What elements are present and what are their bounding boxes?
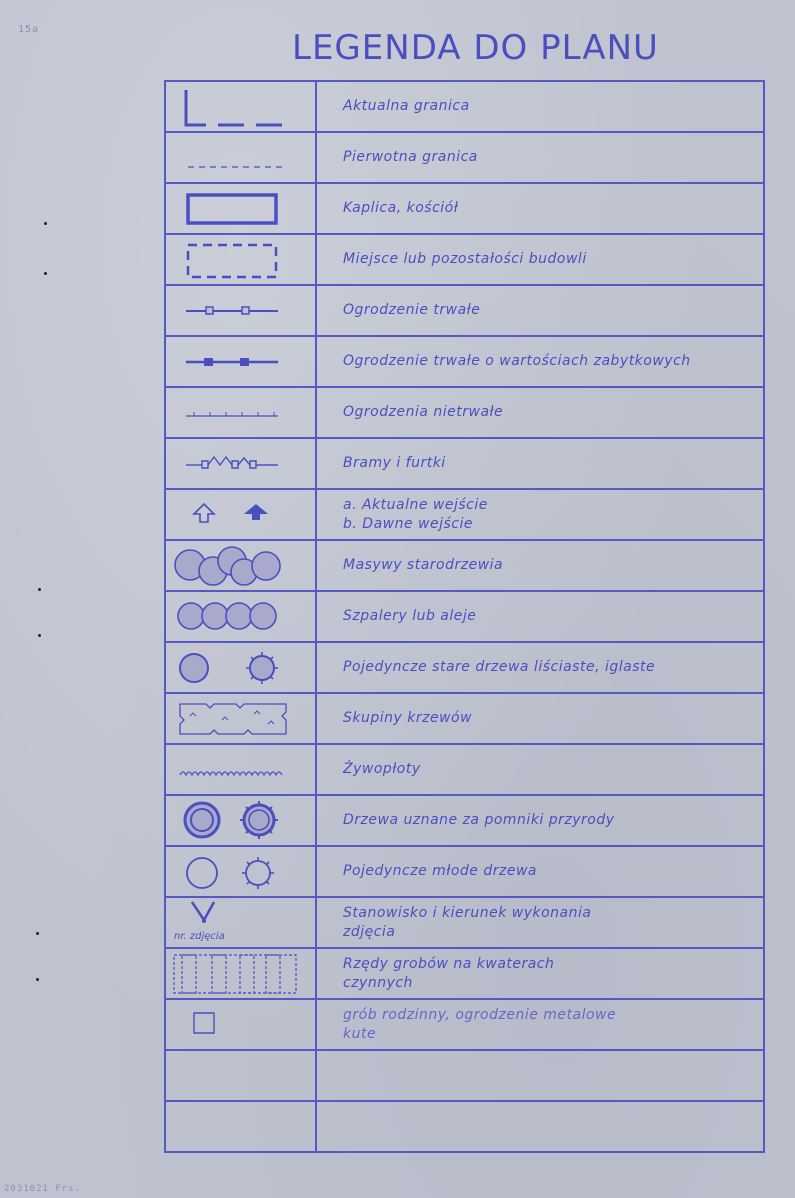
label-cell: [316, 897, 764, 948]
label-cell: [316, 285, 764, 336]
legend-row: [165, 489, 764, 540]
family-grave-icon: [166, 1000, 315, 1049]
legend-row: [165, 1101, 764, 1152]
shrub-groups-icon: [166, 694, 315, 743]
symbol-cell: [165, 387, 316, 438]
label-cell: [316, 642, 764, 693]
legend-label: Bramy i furtki: [343, 455, 446, 471]
label-cell: [316, 540, 764, 591]
label-cell: [316, 744, 764, 795]
legend-row: [165, 948, 764, 999]
legend-label: Ogrodzenia nietrwałe: [343, 404, 504, 420]
label-cell: [316, 693, 764, 744]
symbol-cell: [165, 948, 316, 999]
margin-dot: [38, 588, 41, 591]
symbol-cell: [165, 336, 316, 387]
legend-label: Rzędy grobów na kwaterach czynnych: [343, 955, 555, 991]
legend-label: Miejsce lub pozostałości budowli: [343, 251, 587, 267]
legend-row: [165, 744, 764, 795]
margin-dot: [36, 932, 39, 935]
building-remains-icon: [166, 235, 315, 284]
legend-row: [165, 285, 764, 336]
symbol-cell: [165, 285, 316, 336]
legend-label: Ogrodzenie trwałe: [343, 302, 481, 318]
tree-rows-icon: [166, 592, 315, 641]
label-cell: [316, 1101, 764, 1152]
legend-label: a. Aktualne wejście b. Dawne wejście: [343, 496, 488, 532]
legend-row: [165, 540, 764, 591]
label-cell: [316, 183, 764, 234]
label-cell: [316, 948, 764, 999]
legend-table: [164, 80, 765, 1153]
label-cell: [316, 81, 764, 132]
entrance-arrows-icon: [166, 490, 315, 539]
historic-fence-icon: [166, 337, 315, 386]
young-trees-icon: [166, 847, 315, 896]
permanent-fence-icon: [166, 286, 315, 335]
legend-label: Pojedyncze młode drzewa: [343, 863, 537, 879]
old-tree-mass-icon: [166, 541, 315, 590]
symbol-cell: [165, 744, 316, 795]
margin-dot: [44, 272, 47, 275]
label-cell: [316, 846, 764, 897]
margin-dot: [36, 978, 39, 981]
grave-rows-icon: [166, 949, 315, 998]
label-cell: [316, 1050, 764, 1101]
symbol-cell: [165, 795, 316, 846]
legend-label: Kaplica, kościół: [343, 200, 459, 216]
label-cell: [316, 591, 764, 642]
symbol-cell: [165, 1050, 316, 1101]
legend-row: [165, 387, 764, 438]
legend-label: Masywy starodrzewia: [343, 557, 504, 573]
legend-label: Pojedyncze stare drzewa liściaste, iglaste: [343, 659, 656, 675]
bottom-mark: 2031021 Frs.: [4, 1184, 82, 1194]
legend-row: [165, 846, 764, 897]
legend-label: Stanowisko i kierunek wykonania zdjęcia: [343, 904, 592, 940]
legend-label: Drzewa uznane za pomniki przyrody: [343, 812, 615, 828]
symbol-cell: [165, 540, 316, 591]
symbol-cell: [165, 132, 316, 183]
symbol-cell: [165, 81, 316, 132]
legend-row: [165, 336, 764, 387]
legend-label: Aktualna granica: [343, 98, 470, 114]
label-cell: [316, 387, 764, 438]
symbol-cell: [165, 438, 316, 489]
symbol-cell: [165, 846, 316, 897]
label-cell: [316, 795, 764, 846]
symbol-cell: [165, 234, 316, 285]
legend-row: [165, 795, 764, 846]
gates-icon: [166, 439, 315, 488]
hedge-icon: [166, 745, 315, 794]
label-cell: [316, 489, 764, 540]
margin-dot: [38, 634, 41, 637]
margin-dot: [44, 222, 47, 225]
legend-row: [165, 81, 764, 132]
legend-label: Żywopłoty: [343, 761, 421, 777]
symbol-cell: [165, 1101, 316, 1152]
current-boundary-icon: [166, 82, 315, 131]
legend-row: [165, 1050, 764, 1101]
symbol-cell: [165, 642, 316, 693]
legend-row: [165, 234, 764, 285]
legend-row: [165, 642, 764, 693]
legend-label: grób rodzinny, ogrodzenie metalowe kute: [343, 1006, 617, 1042]
legend-row: [165, 999, 764, 1050]
label-cell: [316, 132, 764, 183]
legend-label: Pierwotna granica: [343, 149, 478, 165]
symbol-cell: [165, 693, 316, 744]
legend-row: [165, 183, 764, 234]
legend-label: Szpalery lub aleje: [343, 608, 477, 624]
legend-label: Skupiny krzewów: [343, 710, 473, 726]
symbol-cell: [165, 489, 316, 540]
symbol-cell: [165, 183, 316, 234]
legend-row: [165, 897, 764, 948]
label-cell: [316, 336, 764, 387]
legend-row: [165, 438, 764, 489]
page-title: LEGENDA DO PLANU: [292, 28, 659, 68]
label-cell: [316, 999, 764, 1050]
symbol-cell: [165, 897, 316, 948]
chapel-church-icon: [166, 184, 315, 233]
legend-row: [165, 132, 764, 183]
label-cell: [316, 234, 764, 285]
legend-label: Ogrodzenie trwałe o wartościach zabytkowych: [343, 353, 691, 369]
symbol-cell: [165, 999, 316, 1050]
page-mark: 15a: [18, 24, 40, 35]
original-boundary-icon: [166, 133, 315, 182]
nature-monument-trees-icon: [166, 796, 315, 845]
label-cell: [316, 438, 764, 489]
legend-row: [165, 591, 764, 642]
photo-number-caption: nr. zdjęcia: [174, 931, 225, 942]
temporary-fence-icon: [166, 388, 315, 437]
legend-row: [165, 693, 764, 744]
symbol-cell: [165, 591, 316, 642]
single-old-trees-icon: [166, 643, 315, 692]
